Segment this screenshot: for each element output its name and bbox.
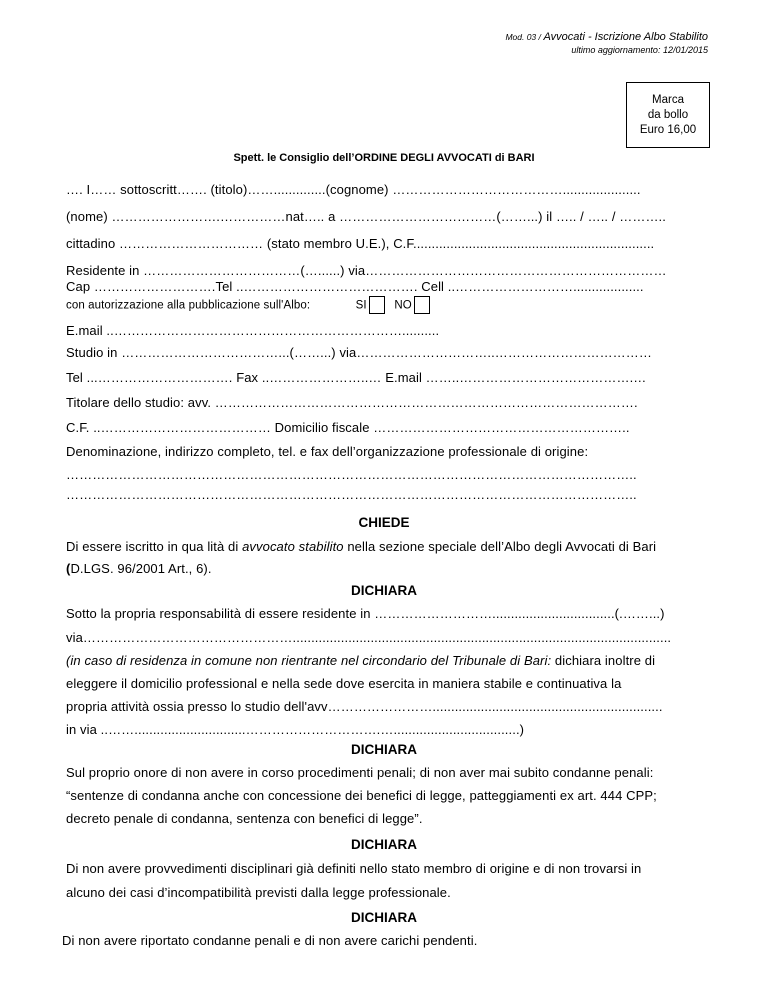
dichiara-heading-1: DICHIARA: [351, 583, 417, 598]
stamp-line-2: da bollo: [647, 108, 689, 121]
recipient-heading: Spett. le Consiglio dell’ORDINE DEGLI AVVOCATI di BARI: [233, 152, 535, 164]
field-name-title[interactable]: …. I…… sottoscritt……. (titolo)……..............(cognome) ………………………………….....................: [66, 182, 641, 197]
field-residence[interactable]: Residente in ………………………………(…......) via……………………………………………………………: [66, 263, 667, 278]
stamp-line-3: Euro 16,00: [639, 123, 697, 136]
dichiara4-line-1: Di non avere riportato condanne penali e di non avere carichi pendenti.: [62, 933, 478, 948]
field-cf-domicilio[interactable]: C.F. ..………………………………… Domicilio fiscale …………………………………………………..: [66, 420, 630, 435]
field-studio[interactable]: Studio in ………………………………...(……...) via…………………………..………………………………: [66, 345, 652, 360]
field-denominazione-1[interactable]: …………………………………………………………………………………………………………………..: [66, 467, 637, 482]
consent-no-label: NO: [394, 299, 412, 312]
field-titolare[interactable]: Titolare dello studio: avv. …………………………………………………………………………………….: [66, 395, 638, 410]
consent-no-checkbox[interactable]: [414, 296, 430, 314]
field-contacts[interactable]: Cap ……………………….Tel ..…………………………………. Cell ..………………………...................: [66, 279, 644, 294]
dichiara3-line-1: Di non avere provvedimenti disciplinari già definiti nello stato membro di origine e di non trovarsi in: [66, 861, 642, 876]
chiede-law: D.LGS. 96/2001 Art., 6).: [70, 561, 212, 576]
chiede-text-1: [66, 539, 656, 554]
dichiara1-line-6[interactable]: in via ..……..............................………………………….…..................................): [66, 722, 525, 737]
stamp-line-1: Marca: [652, 93, 684, 106]
dichiara1-line-3: [66, 653, 655, 668]
dichiara1-note: (in caso di residenza in comune non rientrante nel circondario del Tribunale di Bari:: [66, 653, 552, 668]
albo-consent-row: [66, 296, 436, 314]
albo-consent-label: con autorizzazione alla pubblicazione sull'Albo:: [66, 299, 311, 312]
dichiara1-line-1[interactable]: Sotto la propria responsabilità di essere residente in ……………………….................................(.……...): [66, 606, 665, 621]
dichiara2-line-1: Sul proprio onore di non avere in corso procedimenti penali; di non aver mai subito condanne penali:: [66, 765, 654, 780]
chiede-text-1a: Di essere iscritto in qua lità di: [66, 539, 243, 554]
dichiara3-line-2: alcuno dei casi d’incompatibilità previsti dalla legge professionale.: [66, 885, 451, 900]
chiede-text-1c: nella sezione speciale dell’Albo degli Avvocati di Bari: [343, 539, 657, 554]
consent-si-label: SI: [355, 299, 367, 312]
dichiara1-line-5[interactable]: propria attività ossia presso lo studio dell'avv……………………..............................................................: [66, 699, 663, 714]
consent-si-checkbox[interactable]: [369, 296, 385, 314]
dichiara-heading-2: DICHIARA: [351, 742, 417, 757]
chiede-text-1b: avvocato stabilito: [242, 539, 344, 554]
field-email[interactable]: E.mail ..…………………………………………………………..........: [66, 323, 440, 338]
chiede-paren: (: [66, 561, 71, 576]
dichiara1-line-4: eleggere il domicilio professional e nella sede dove esercita in maniera stabile e continuativa la: [66, 676, 622, 691]
form-title: Avvocati - Iscrizione Albo Stabilito: [543, 31, 708, 43]
field-citizenship[interactable]: cittadino …………………………… (stato membro U.E.), C.F.................................................................: [66, 236, 655, 251]
dichiara2-line-2: “sentenze di condanna anche con concessione dei benefici di legge, patteggiamenti ex art. 444 CPP;: [66, 788, 657, 803]
dichiara1-note-cont: dichiara inoltre di: [551, 653, 656, 668]
field-denominazione-2[interactable]: …………………………………………………………………………………………………………………..: [66, 487, 637, 502]
form-mod: Mod. 03 /: [505, 32, 541, 42]
chiede-text-2: [66, 561, 212, 576]
dichiara1-line-2[interactable]: via…………………………………………......................................................................................................: [66, 630, 672, 645]
denominazione-label: Denominazione, indirizzo completo, tel. e fax dell’organizzazione professionale di origine:: [66, 444, 589, 459]
field-birth[interactable]: (nome) …………………….……………nat….. a ………………………………(……...) il ….. / ….. / ………..: [66, 209, 666, 224]
dichiara-heading-4: DICHIARA: [351, 910, 417, 925]
revenue-stamp-box: [626, 82, 710, 148]
dichiara-heading-3: DICHIARA: [351, 837, 417, 852]
field-studio-contacts[interactable]: Tel ...…………………………. Fax ..…………………..… E.mail ……..………………………………….…: [66, 370, 647, 385]
chiede-heading: CHIEDE: [358, 515, 410, 530]
dichiara2-line-3: decreto penale di condanna, sentenza con benefici di legge”.: [66, 811, 423, 826]
last-updated: ultimo aggiornamento: 12/01/2015: [571, 45, 708, 55]
form-code: [505, 31, 708, 43]
